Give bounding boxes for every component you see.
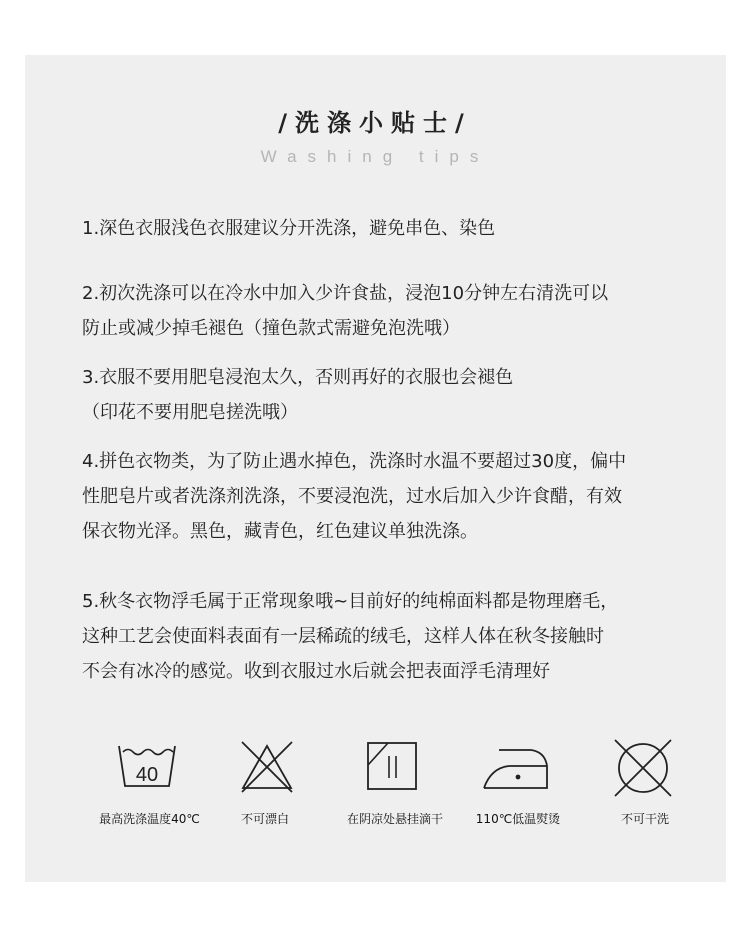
care-label: 最高洗涤温度40℃	[99, 812, 200, 826]
tip-line: 性肥皂片或者洗涤剂洗涤，不要浸泡洗，过水后加入少许食醋，有效	[82, 486, 622, 507]
tip-3	[82, 360, 712, 430]
tip-line: 保衣物光泽。黑色，藏青色，红色建议单独洗涤。	[82, 521, 478, 542]
no-bleach-icon	[238, 740, 296, 794]
tip-line: 2.初次洗涤可以在冷水中加入少许食盐，浸泡10分钟左右清洗可以	[82, 283, 609, 304]
tip-line: 不会有冰冷的感觉。收到衣服过水后就会把表面浮毛清理好	[82, 661, 550, 682]
page-title: /洗涤小贴士/	[278, 109, 472, 137]
wash-40-icon	[117, 742, 177, 792]
wash-temperature: 40	[135, 764, 159, 786]
care-label: 110℃低温熨烫	[475, 812, 561, 826]
tip-1	[82, 211, 712, 246]
iron-low-icon	[481, 744, 551, 792]
tip-4	[82, 444, 712, 549]
tip-line: 1.深色衣服浅色衣服建议分开洗涤，避免串色、染色	[82, 218, 496, 239]
tip-line: 这种工艺会使面料表面有一层稀疏的绒毛，这样人体在秋冬接触时	[82, 626, 604, 647]
tip-line: 防止或减少掉毛褪色（撞色款式需避免泡洗哦）	[82, 318, 460, 339]
line-dry-in-shade-icon	[366, 741, 420, 793]
tip-line: 5.秋冬衣物浮毛属于正常现象哦~目前好的纯棉面料都是物理磨毛，	[82, 591, 619, 612]
care-label: 在阴凉处悬挂滴干	[346, 812, 443, 826]
care-label: 不可漂白	[240, 812, 289, 826]
tip-line: （印花不要用肥皂搓洗哦）	[82, 402, 298, 423]
tip-5	[82, 584, 712, 689]
tip-2	[82, 276, 712, 346]
tip-line: 4.拼色衣物类，为了防止遇水掉色，洗涤时水温不要超过30度，偏中	[82, 451, 627, 472]
care-label: 不可干洗	[620, 812, 669, 826]
tip-line: 3.衣服不要用肥皂浸泡太久，否则再好的衣服也会褪色	[82, 367, 514, 388]
page-subtitle: Washing tips	[260, 147, 490, 166]
do-not-dry-clean-icon	[612, 737, 674, 799]
